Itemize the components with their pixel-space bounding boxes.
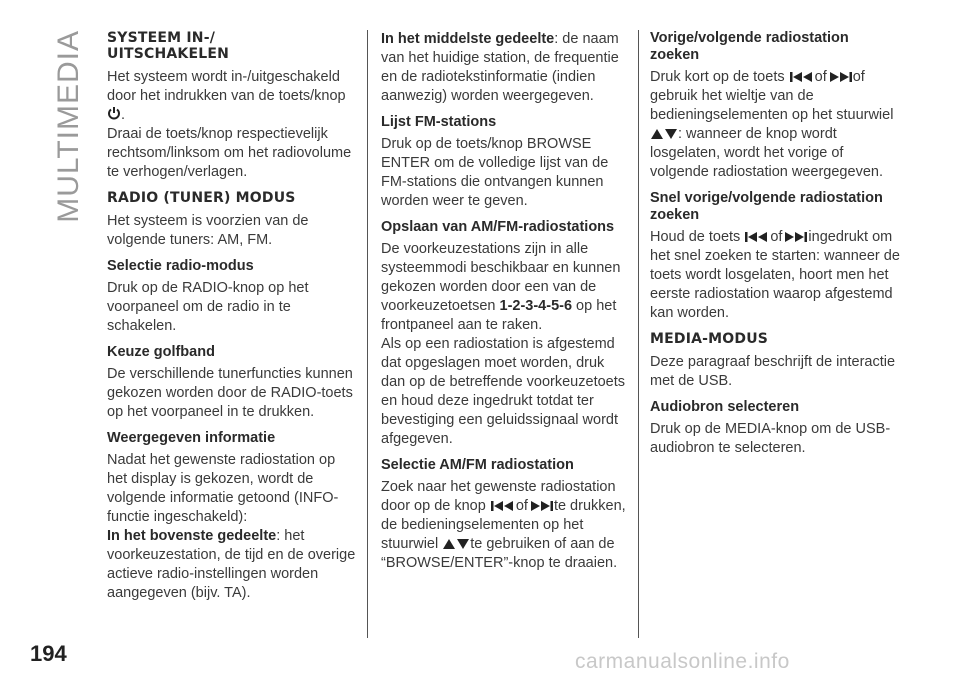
seek-back-icon (490, 500, 516, 512)
seek-forward-icon (782, 231, 808, 243)
heading-band: Keuze golfband (107, 344, 215, 360)
paragraph-info (107, 451, 357, 603)
text: te drukken, de bedieningselementen op het stuurwiel (381, 498, 626, 552)
column-divider (367, 30, 368, 638)
text: Zoek naar het gewenste radiostation door op de knop (381, 479, 616, 514)
preset-keys: 1-2-3-4-5-6 (499, 298, 573, 314)
heading-media-mode: MEDIA-MODUS (650, 331, 769, 347)
column-left (107, 30, 357, 611)
text: of (814, 69, 827, 85)
text: op het frontpaneel aan te raken. (381, 298, 617, 333)
page-number: 194 (30, 641, 67, 666)
heading-fm-list: Lijst FM-stations (381, 114, 497, 130)
up-down-arrows-icon (650, 128, 678, 140)
heading-audio-source: Audiobron selecteren (650, 399, 800, 415)
label-top-section: In het bovenste gedeelte (107, 528, 277, 544)
heading-select-mode: Selectie radio-modus (107, 258, 254, 274)
seek-forward-icon (528, 500, 554, 512)
paragraph-save (381, 240, 631, 449)
paragraph-band: De verschillende tunerfuncties kunnen gekozen worden door de RADIO-toets op het voorpaneel in te drukken. (107, 366, 353, 420)
heading-line: SYSTEEM IN-/ (107, 30, 216, 46)
up-down-arrows-icon (442, 538, 470, 550)
text: Het systeem wordt in-/uitgeschakeld door het indrukken van de toets/knop (107, 69, 346, 104)
paragraph-middle-section (381, 30, 631, 106)
text: Nadat het gewenste radiostation op het display is gekozen, wordt de volgende informatie getoond (INFO-functie ingeschakeld): (107, 452, 339, 525)
heading-info: Weergegeven informatie (107, 430, 276, 446)
heading-system-power (107, 30, 357, 62)
column-right (650, 30, 900, 466)
text: of gebruik het wieltje van de bedieningselementen op het stuurwiel (650, 69, 894, 123)
paragraph-media: Deze paragraaf beschrijft de interactie met de USB. (650, 354, 896, 389)
watermark-url: carmanualsonline.info (575, 650, 790, 673)
text: : het voorkeuzestation, de tijd en de overige actieve radio-instellingen worden aangegeven (bijv. TA). (107, 528, 356, 601)
heading-fast-seek: Snel vorige/volgende radiostation zoeken (650, 190, 883, 223)
text: Als op een radiostation is afgestemd dat opgeslagen moet worden, druk dan op de betreffende voorkeuzetoets en houd deze ingedrukt totdat ter bevestiging een geluidssignaal wordt afgegeven. (381, 336, 626, 447)
paragraph-select-station (381, 478, 631, 573)
text: : wanneer de knop wordt losgelaten, wordt het vorige of volgende radiostation weergegeven. (650, 126, 883, 180)
text: Druk kort op de toets (650, 69, 785, 85)
paragraph-select-mode: Druk op de RADIO-knop op het voorpaneel om de radio in te schakelen. (107, 280, 309, 334)
column-divider (638, 30, 639, 638)
paragraph-fast-seek (650, 228, 900, 323)
text: De voorkeuzestations zijn in alle systeemmodi beschikbaar en kunnen gekozen worden door een van de voorkeuzetoetsen (381, 241, 621, 314)
text: ingedrukt om het snel zoeken te starten: wanneer de toets wordt losgelaten, hoort men het eerste radiostation waarop afgestemd kan worden. (650, 229, 900, 321)
text: . (121, 107, 126, 123)
column-middle (381, 30, 631, 581)
seek-forward-icon (827, 71, 853, 83)
text: of (515, 498, 528, 514)
text: te gebruiken of aan de “BROWSE/ENTER”-knop te draaien. (381, 536, 618, 571)
paragraph-radio: Het systeem is voorzien van de volgende tuners: AM, FM. (107, 213, 309, 248)
paragraph-power (107, 68, 357, 182)
seek-back-icon (789, 71, 815, 83)
paragraph-audio-source: Druk op de MEDIA-knop om de USB-audiobron te selecteren. (650, 421, 891, 456)
seek-back-icon (744, 231, 770, 243)
heading-select-station: Selectie AM/FM radiostation (381, 457, 574, 473)
text: of (770, 229, 783, 245)
paragraph-seek (650, 68, 900, 182)
heading-seek: Vorige/volgende radiostation zoeken (650, 30, 849, 63)
section-tab-multimedia: MULTIMEDIA (52, 30, 85, 223)
text: Houd de toets (650, 229, 741, 245)
heading-line: UITSCHAKELEN (107, 46, 230, 62)
heading-radio-mode: RADIO (TUNER) MODUS (107, 190, 296, 206)
heading-save-stations: Opslaan van AM/FM-radiostations (381, 219, 615, 235)
label-middle-section: In het middelste gedeelte (381, 31, 555, 47)
power-icon (107, 106, 121, 121)
text: : de naam van het huidige station, de frequentie en de radiotekstinformatie (indien aanwezig) worden weergegeven. (381, 31, 619, 104)
paragraph-fm-list: Druk op de toets/knop BROWSE ENTER om de volledige lijst van de FM-stations die ontvangen kunnen worden weer te geven. (381, 136, 609, 209)
text: Draai de toets/knop respectievelijk rechtsom/linksom om het radiovolume te verhogen/verlagen. (107, 126, 352, 180)
